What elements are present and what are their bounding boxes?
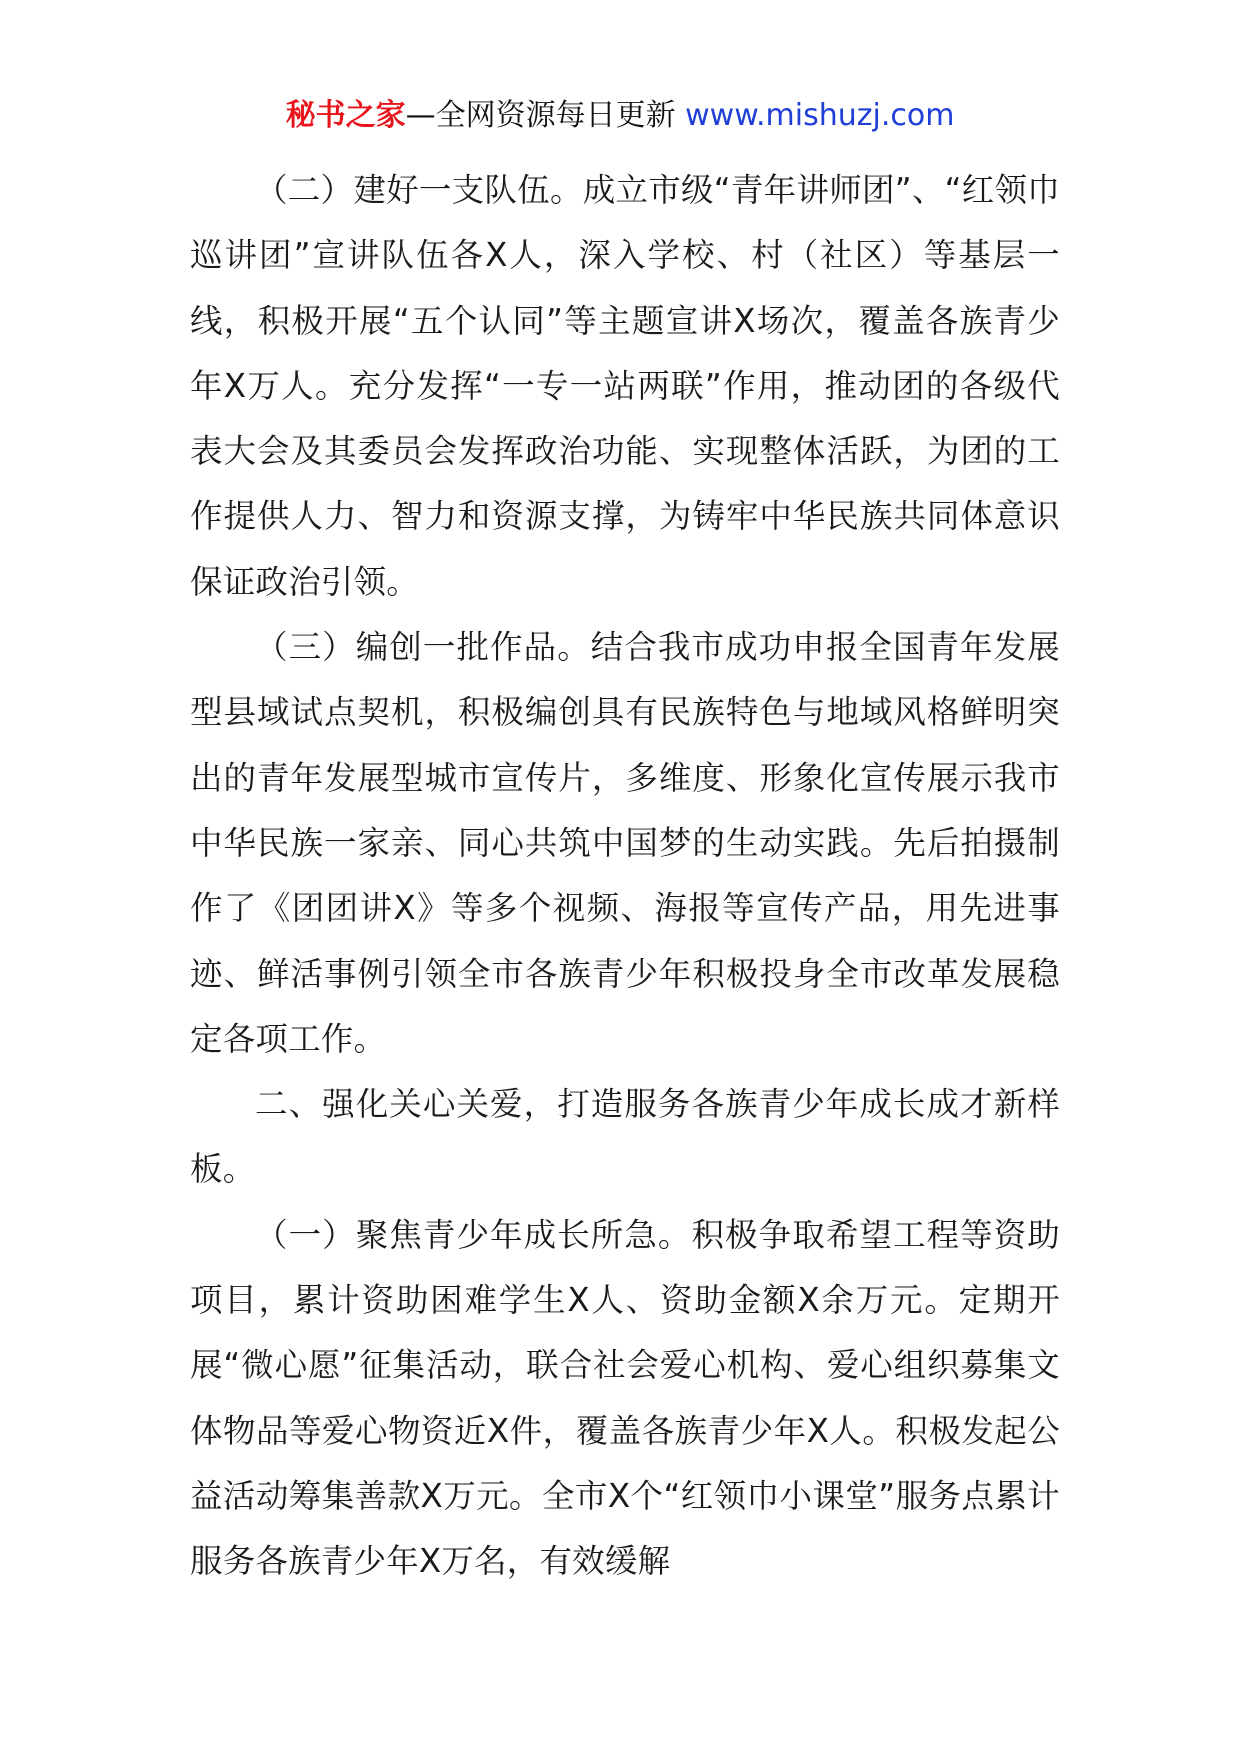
site-brand: 秘书之家	[285, 98, 406, 133]
section-heading: 二、强化关心关爱，打造服务各族青少年成长成才新样板。	[190, 1085, 1060, 1189]
site-url[interactable]: www.mishuzj.com	[685, 98, 955, 133]
site-tagline: —全网资源每日更新	[405, 98, 686, 133]
paragraph-youth-growth: （一）聚焦青少年成长所急。积极争取希望工程等资助项目，累计资助困难学生X人、资助金额X余万元。定期开展“微心愿”征集活动，联合社会爱心机构、爱心组织募集文体物品等爱心物资近X件，覆盖各族青少年X人。积极发起公益活动筹集善款X万元。全市X个“红领巾小课堂”服务点累计服务各族青少年X万名，有效缓解	[190, 1215, 1060, 1581]
document-body	[190, 158, 1060, 1595]
paragraph-works-creation: （三）编创一批作品。结合我市成功申报全国青年发展型县域试点契机，积极编创具有民族特色与地域风格鲜明突出的青年发展型城市宣传片，多维度、形象化宣传展示我市中华民族一家亲、同心共筑中国梦的生动实践。先后拍摄制作了《团团讲X》等多个视频、海报等宣传产品，用先进事迹、鲜活事例引领全市各族青少年积极投身全市改革发展稳定各项工作。	[190, 628, 1060, 1058]
site-header	[0, 96, 1240, 136]
paragraph-team-building: （二）建好一支队伍。成立市级“青年讲师团”、“红领巾巡讲团”宣讲队伍各X人，深入学校、村（社区）等基层一线，积极开展“五个认同”等主题宣讲X场次，覆盖各族青少年X万人。充分发挥“一专一站两联”作用，推动团的各级代表大会及其委员会发挥政治功能、实现整体活跃，为团的工作提供人力、智力和资源支撑，为铸牢中华民族共同体意识保证政治引领。	[190, 171, 1060, 601]
